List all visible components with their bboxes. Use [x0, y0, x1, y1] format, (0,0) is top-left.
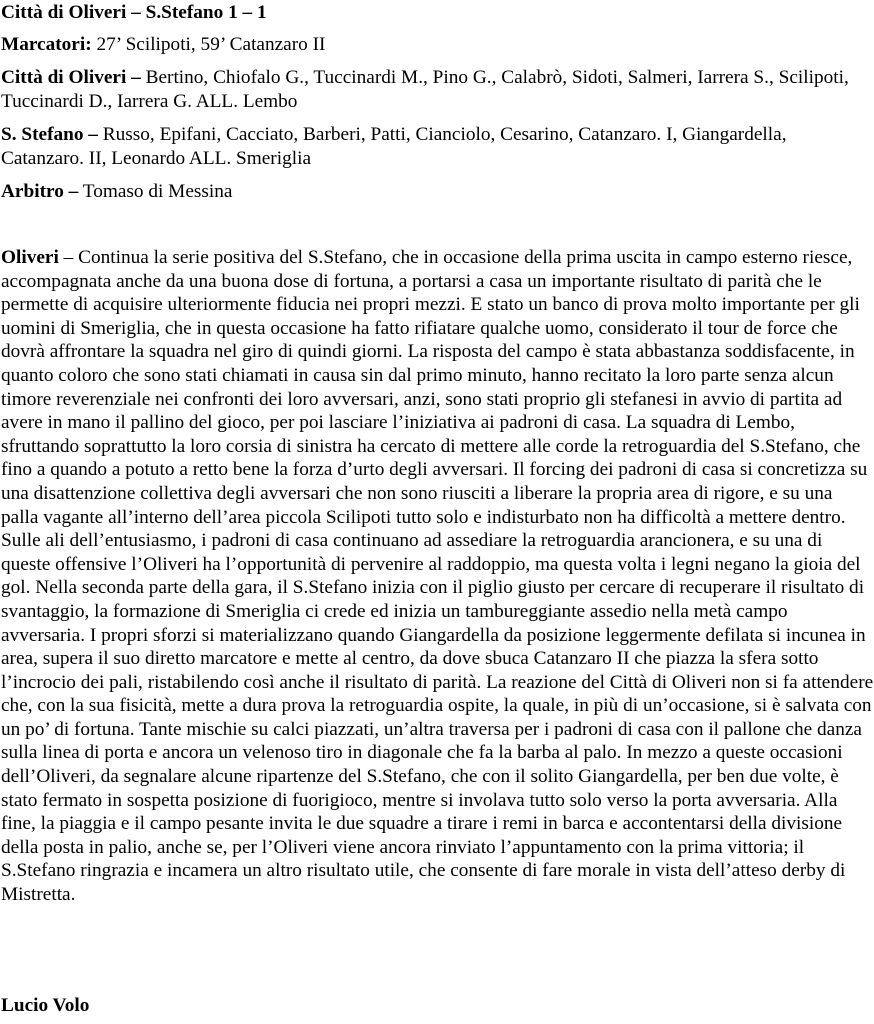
article-body	[1, 246, 874, 907]
referee-name: Tomaso di Messina	[78, 181, 233, 202]
away-team-players: Russo, Epifani, Cacciato, Barberi, Patti, Cianciolo, Cesarino, Catanzaro. I, Giangardella, Catanzaro. II, Leonardo ALL. Smeriglia	[1, 124, 787, 169]
body-text: – Continua la serie positiva del S.Stefano, che in occasione della prima uscita in campo esterno riesce, accompagnata anche da una buona dose di fortuna, a portarsi a casa un importante risultato di parità che le permette di acquisire ulteriormente fiducia nei propri mezzi. E stato un banco di prova molto importante per gli uomini di Smeriglia, che in questa occasione ha fatto rifiatare qualche uomo, considerato il tour de force che dovrà affrontare la squadra nel giro di quindi giorni. La risposta del campo è stata abbastanza soddisfacente, in quanto coloro che sono stati chiamati in causa sin dal primo minuto, hanno recitato la loro parte senza alcun timore reverenziale nei confronti dei loro avversari, anzi, sono stati proprio gli stefanesi in avvio di partita ad avere in mano il pallino del gioco, per poi lasciare l’iniziativa ai padroni di casa. La squadra di Lembo, sfruttando soprattutto la loro corsia di sinistra ha cercato di mettere alle corde la retroguardia del S.Stefano, che fino a quando a potuto a retto bene la forza d’urto degli avversari. Il forcing dei padroni di casa si concretizza su una disattenzione collettiva degli avversari che non sono riusciti a liberare la propria area di rigore, e su una palla vagante all’interno dell’area piccola Scilipoti tutto solo e indisturbato non ha difficoltà a mettere dentro. Sulle ali dell’entusiasmo, i padroni di casa continuano ad assediare la retroguardia arancionera, e su una di queste offensive l’Oliveri ha l’opportunità di pervenire al raddoppio, ma questa volta i legni negano la gioia del gol. Nella seconda parte della gara, il S.Stefano inizia con il piglio giusto per cercare di recuperare il risultato di svantaggio, la formazione di Smeriglia ci crede ed inizia un tambureggiante assedio nella metà campo avversaria. I propri sforzi si materializzano quando Giangardella da posizione leggermente defilata si incunea in area, supera il suo diretto marcatore e mette al centro, da dove sbuca Catanzaro II che piazza la sfera sotto l’incrocio dei pali, ristabilendo così anche il risultato di parità. La reazione del Città di Oliveri non si fa attendere che, con la sua fisicità, mette a dura prova la retroguardia ospite, la quale, in più di un’occasione, si è salvata con un po’ di fortuna. Tante mischie su calci piazzati, un’altra traversa per i padroni di casa con il pallone che danza sulla linea di porta e ancora un velenoso tiro in diagonale che fa la barba al palo. In mezzo a queste occasioni dell’Oliveri, da segnalare alcune ripartenze del S.Stefano, che con il solito Giangardella, per ben due volte, è stato fermato in sospetta posizione di fuorigioco, mentre si involava tutto solo verso la porta avversaria. Alla fine, la piaggia e il campo pesante invita le due squadre a tirare i remi in barca e accontentarsi della divisione della posta in palio, anche se, per l’Oliveri viene ancora rinviato l’appuntamento con la prima vittoria; il S.Stefano ringrazia e incamera un altro risultato utile, che consente di fare morale in vista dell’atteso derby di Mistretta.	[1, 247, 874, 906]
referee-line	[1, 180, 874, 204]
body-lead: Oliveri	[1, 247, 59, 268]
home-team-label: Città di Oliveri –	[1, 67, 141, 88]
scorers-line	[1, 33, 874, 57]
article-title: Città di Oliveri – S.Stefano 1 – 1	[1, 2, 267, 23]
away-team-lineup	[1, 123, 874, 170]
home-team-lineup	[1, 66, 874, 113]
scorers-text: 27’ Scilipoti, 59’ Catanzaro II	[91, 34, 326, 55]
home-team-players: Bertino, Chiofalo G., Tuccinardi M., Pino G., Calabrò, Sidoti, Salmeri, Iarrera S., Scilipoti, Tuccinardi D., Iarrera G. ALL. Lembo	[1, 67, 849, 112]
away-team-label: S. Stefano –	[1, 124, 98, 145]
scorers-label: Marcatori:	[1, 34, 92, 55]
referee-label: Arbitro –	[1, 181, 79, 202]
article-author: Lucio Volo	[1, 995, 90, 1016]
